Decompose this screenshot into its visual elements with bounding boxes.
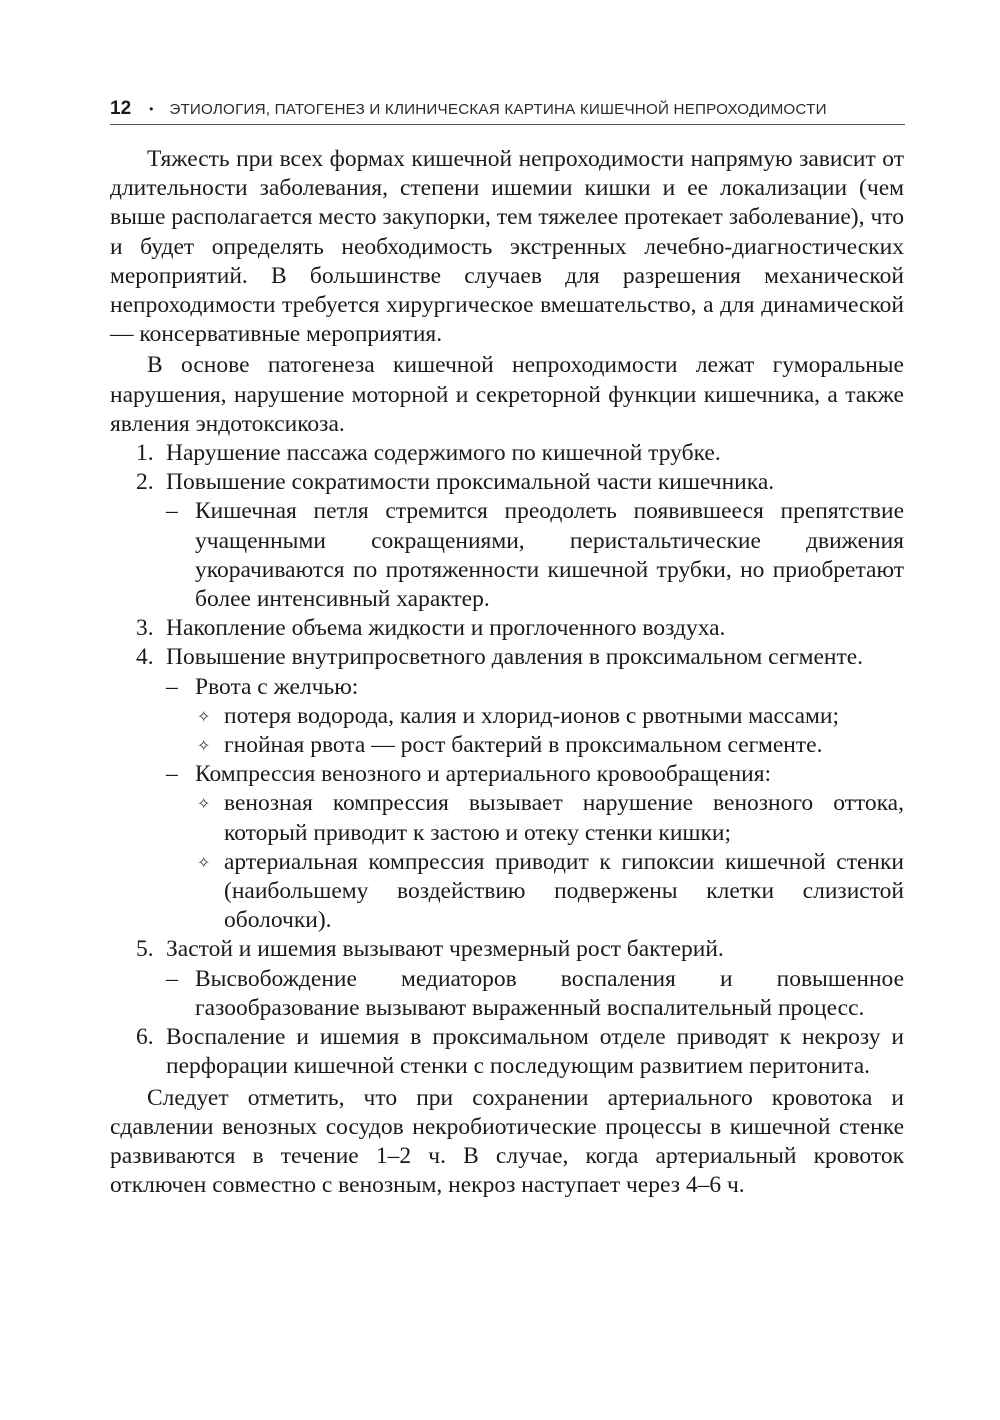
running-header	[110, 94, 905, 125]
list-number: 4.	[136, 644, 154, 671]
dash-marker: –	[166, 498, 178, 525]
running-title: ЭТИОЛОГИЯ, ПАТОГЕНЕЗ И КЛИНИЧЕСКАЯ КАРТИНА КИШЕЧНОЙ НЕПРОХОДИМОСТИ	[169, 100, 827, 118]
list-number: 6.	[136, 1024, 154, 1051]
list-item-text: Нарушение пассажа содержимого по кишечной трубке.	[166, 440, 721, 467]
header-bullet: •	[149, 102, 154, 116]
diamond-bullet-icon: ✧	[197, 736, 211, 756]
sub-list-item	[166, 760, 904, 935]
sub-list-item-text: Компрессия венозного и артериального кровообращения:	[195, 761, 772, 788]
diamond-bullet-icon: ✧	[197, 852, 211, 872]
page-number: 12	[110, 98, 132, 119]
list-number: 1.	[136, 440, 154, 467]
paragraph-severity: Тяжесть при всех формах кишечной непроходимости напрямую зависит от длительности заболевания, степени ишемии кишки и ее локализации (чем выше располагается место закупорки, тем тяжелее протекает заболевание), что и будет определять необходимость экстренных лечебно-диагностических мероприятий. В большинстве случаев для разрешения механической непроходимости требуется хирургическое вмешательство, а для динамической — консервативные мероприятия.	[110, 146, 904, 348]
bullet-item	[195, 848, 904, 936]
list-item	[110, 439, 904, 468]
bullet-item-text: артериальная компрессия приводит к гипоксии кишечной стенки (наибольшему воздействию подвержены клетки слизистой оболочки).	[224, 848, 904, 934]
bullet-item-text: потеря водорода, калия и хлорид-ионов с рвотными массами;	[224, 702, 840, 729]
sub-list-item	[166, 497, 904, 614]
page-body	[110, 145, 904, 1200]
bullet-item-text: гнойная рвота — рост бактерий в проксимальном сегменте.	[224, 732, 823, 759]
sub-list-item	[166, 673, 904, 761]
list-item	[110, 468, 904, 614]
list-item-text: Застой и ишемия вызывают чрезмерный рост бактерий.	[166, 936, 724, 963]
list-number: 2.	[136, 469, 154, 496]
list-number: 5.	[136, 936, 154, 963]
dash-marker: –	[166, 965, 178, 992]
bullet-item	[195, 702, 904, 731]
diamond-bullet-icon: ✧	[197, 794, 211, 814]
sub-list-item-text: Кишечная петля стремится преодолеть появившееся препятствие учащенными сокращениями, перистальтические движения укорачиваются по протяженности кишечной трубки, но приобретают более интенсивный характер.	[195, 498, 904, 613]
sub-list-item-text: Высвобождение медиаторов воспаления и повышенное газообразование вызывают выраженный воспалительный процесс.	[195, 965, 904, 1021]
list-item-text: Накопление объема жидкости и проглоченного воздуха.	[166, 615, 726, 642]
dash-marker: –	[166, 761, 178, 788]
diamond-bullet-icon: ✧	[197, 706, 211, 726]
list-item-text: Воспаление и ишемия в проксимальном отделе приводят к некрозу и перфорации кишечной стенки с последующим развитием перитонита.	[166, 1024, 904, 1080]
bullet-item	[195, 731, 904, 760]
paragraph-conclusion: Следует отметить, что при сохранении артериального кровотока и сдавлении венозных сосудов некробиотические процессы в кишечной стенке развиваются в течение 1–2 ч. В случае, когда артериальный кровоток отключен совместно с венозным, некроз наступает через 4–6 ч.	[110, 1084, 904, 1199]
sub-list	[166, 497, 904, 614]
sub-list	[166, 673, 904, 936]
sub-list-item	[166, 965, 904, 1023]
sub-list	[166, 965, 904, 1023]
list-number: 3.	[136, 615, 154, 642]
bullet-item	[195, 789, 904, 847]
list-item	[110, 643, 904, 935]
paragraph-pathogenesis: В основе патогенеза кишечной непроходимости лежат гуморальные нарушения, нарушение моторной и секреторной функции кишечника, а также явления эндотоксикоза.	[110, 352, 904, 437]
pathogenesis-list	[110, 439, 904, 1081]
bullet-list	[195, 702, 904, 760]
bullet-item-text: венозная компрессия вызывает нарушение венозного оттока, который приводит к застою и отеку стенки кишки;	[224, 790, 904, 846]
bullet-list	[195, 789, 904, 935]
list-item-text: Повышение сократимости проксимальной части кишечника.	[166, 469, 775, 496]
dash-marker: –	[166, 673, 178, 700]
list-item	[110, 935, 904, 1023]
list-item	[110, 1023, 904, 1081]
list-item	[110, 614, 904, 643]
sub-list-item-text: Рвота с желчью:	[195, 673, 359, 700]
list-item-text: Повышение внутрипросветного давления в проксимальном сегменте.	[166, 644, 864, 671]
